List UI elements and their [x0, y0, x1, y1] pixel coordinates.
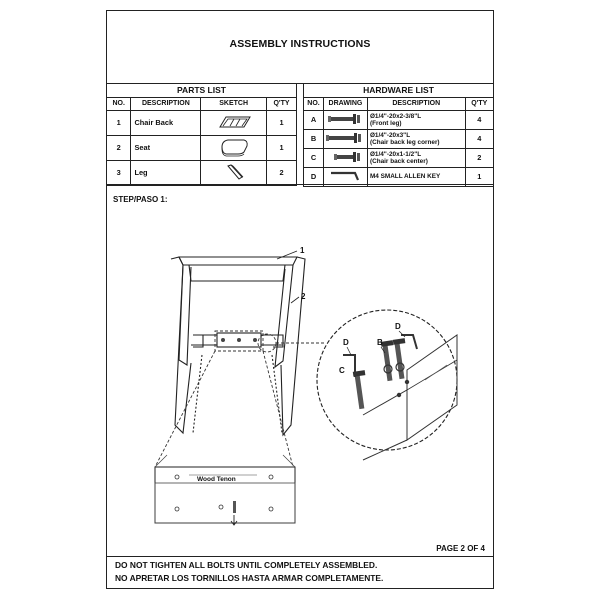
hardware-qty: 1 — [465, 167, 493, 186]
note-box — [107, 556, 493, 589]
hardware-no: B — [304, 129, 324, 148]
note-spanish: NO APRETAR LOS TORNILLOS HASTA ARMAR COMPLETAMENTE. — [115, 573, 384, 583]
parts-header-no: NO. — [107, 97, 131, 110]
parts-list-table — [107, 83, 297, 186]
hardware-description-note: (Front leg) — [369, 119, 402, 127]
page-number: PAGE 2 OF 4 — [436, 544, 485, 553]
step-label: STEP/PASO 1: — [113, 195, 168, 204]
chair-back-drawing — [171, 257, 305, 435]
wood-tenon-detail — [155, 455, 295, 525]
hardware-description-note: (Chair back center) — [369, 157, 428, 165]
parts-qty: 1 — [267, 110, 297, 135]
hardware-callout: D — [343, 338, 349, 347]
hardware-header-drawing: DRAWING — [323, 97, 367, 110]
hardware-header-qty: Q'TY — [465, 97, 493, 110]
hardware-callout: D — [395, 322, 401, 331]
hardware-description: Ø1/4"-20x2-3/8"L — [369, 112, 422, 120]
parts-no: 3 — [107, 160, 131, 185]
page-title: ASSEMBLY INSTRUCTIONS — [229, 38, 371, 50]
hardware-row — [304, 148, 494, 167]
corner-zoom-detail — [317, 310, 457, 460]
parts-description: Chair Back — [131, 110, 201, 135]
parts-no: 1 — [107, 110, 131, 135]
parts-row — [107, 160, 297, 185]
wood-tenon-label: Wood Tenon — [197, 476, 236, 483]
hardware-description: Ø1/4"-20x3"L — [369, 131, 411, 139]
bolt-washer-icon — [323, 148, 367, 167]
leg-sketch-icon — [201, 160, 267, 185]
note-english: DO NOT TIGHTEN ALL BOLTS UNTIL COMPLETELY ASSEMBLED. — [115, 560, 378, 570]
parts-list-title: PARTS LIST — [107, 83, 297, 97]
hardware-row — [304, 110, 494, 129]
hardware-callout: C — [339, 366, 345, 375]
hardware-no: A — [304, 110, 324, 129]
hardware-header-no: NO. — [304, 97, 324, 110]
assembly-diagram — [107, 185, 493, 549]
parts-description: Seat — [131, 135, 201, 160]
parts-header-description: DESCRIPTION — [131, 97, 201, 110]
chair-back-sketch-icon — [201, 110, 267, 135]
hardware-qty: 2 — [465, 148, 493, 167]
bolt-washer-icon — [323, 110, 367, 129]
parts-header-sketch: SKETCH — [201, 97, 267, 110]
parts-row — [107, 135, 297, 160]
hardware-no: C — [304, 148, 324, 167]
callout-1: 1 — [300, 246, 305, 255]
parts-row — [107, 110, 297, 135]
callout-2: 2 — [301, 292, 306, 301]
hardware-header-description: DESCRIPTION — [367, 97, 465, 110]
detail-marker-center — [155, 331, 293, 467]
instruction-sheet — [106, 10, 494, 589]
parts-qty: 1 — [267, 135, 297, 160]
parts-qty: 2 — [267, 160, 297, 185]
seat-sketch-icon — [201, 135, 267, 160]
hardware-row — [304, 129, 494, 148]
detail-marker-corner — [258, 334, 325, 352]
title-box — [107, 11, 493, 84]
hardware-list-table — [303, 83, 493, 187]
hardware-qty: 4 — [465, 129, 493, 148]
hardware-callout: B — [377, 338, 383, 347]
parts-no: 2 — [107, 135, 131, 160]
hardware-list-title: HARDWARE LIST — [304, 83, 494, 97]
hardware-description: M4 SMALL ALLEN KEY — [369, 173, 441, 180]
hardware-description: Ø1/4"-20x1-1/2"L — [369, 150, 422, 158]
step-area — [107, 184, 493, 549]
parts-description: Leg — [131, 160, 201, 185]
hardware-qty: 4 — [465, 110, 493, 129]
hardware-no: D — [304, 167, 324, 186]
hardware-description-note: (Chair back leg corner) — [369, 138, 440, 146]
parts-header-qty: Q'TY — [267, 97, 297, 110]
bolt-washer-icon — [323, 129, 367, 148]
